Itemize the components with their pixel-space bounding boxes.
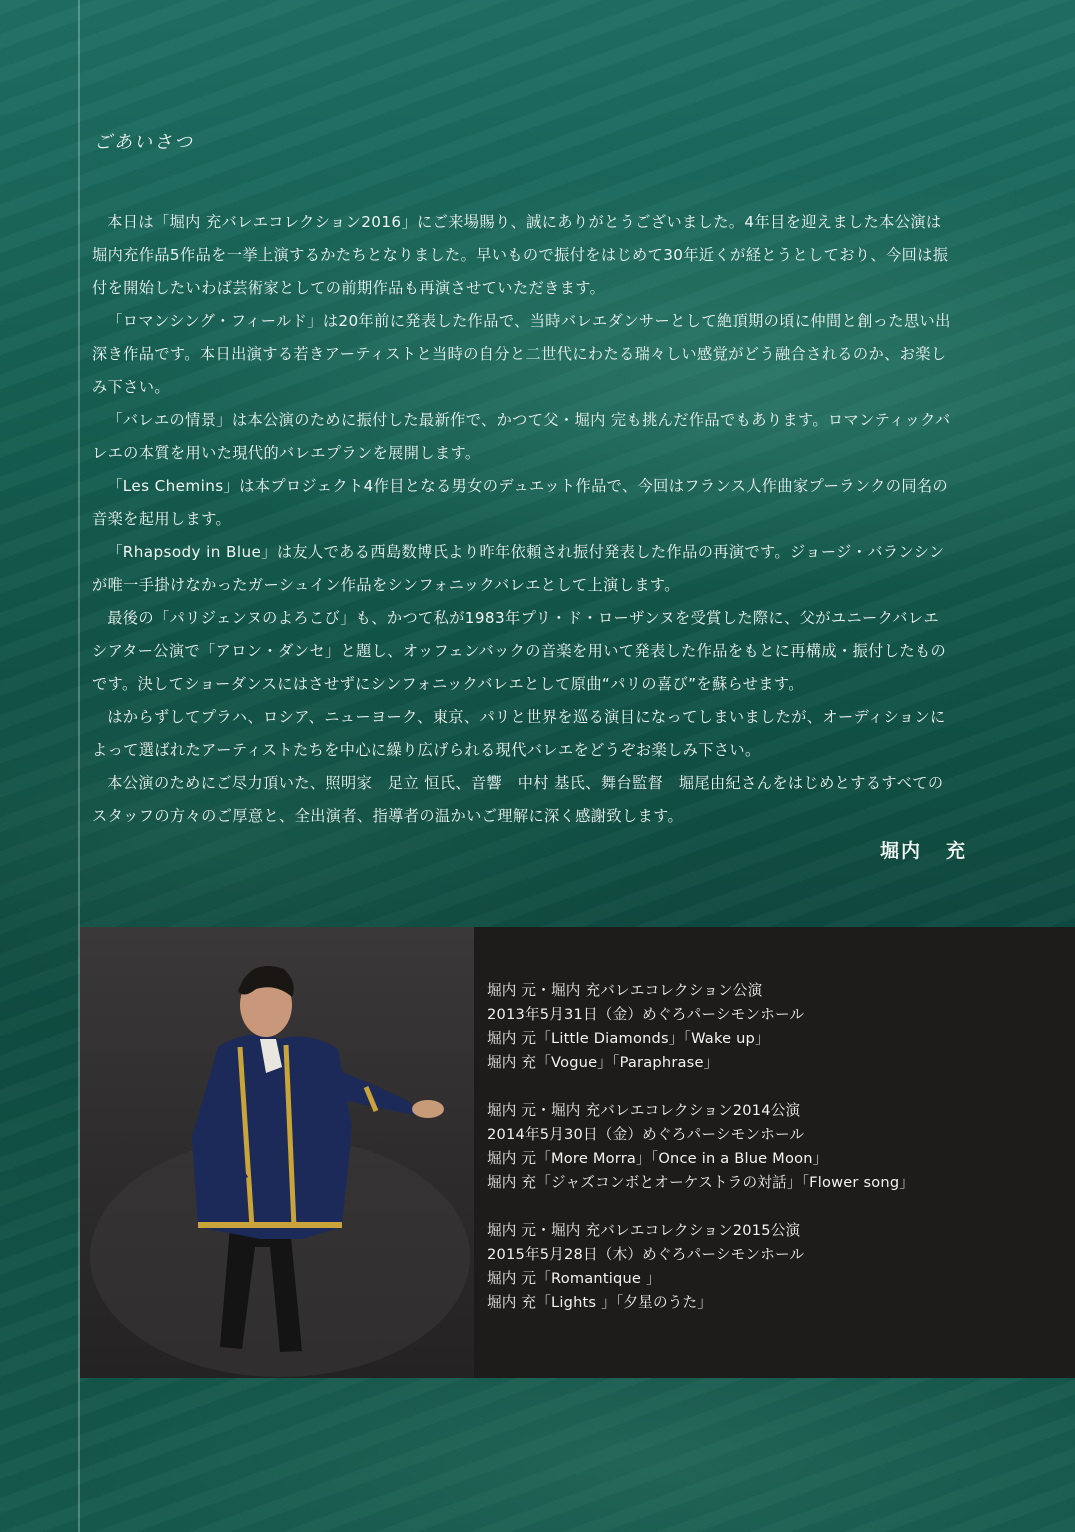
performance-title: 堀内 元・堀内 充バレエコレクション2015公演 <box>487 1222 801 1239</box>
greeting-paragraph: 最後の「パリジェンヌのよろこび」も、かつて私が1983年プリ・ド・ローザンヌを受賞した際に、父がユニークバレエシアター公演で「アロン・ダンセ」と題し、オッフェンバックの音楽を用いて発表した作品をもとに再構成・振付したものです。決してショーダンスにはさせずにシンフォニックバレエとして原曲“パリの喜び”を蘇らせます。 <box>92 609 947 693</box>
signature <box>880 836 967 863</box>
greeting-heading: ごあいさつ <box>94 132 194 153</box>
greeting-paragraph: 「Les Chemins」は本プロジェクト4作目となる男女のデュエット作品で、今回はフランス人作曲家プーランクの同名の音楽を起用します。 <box>92 477 949 528</box>
greeting-paragraph: 「バレエの情景」は本公演のために振付した最新作で、かつて父・堀内 完も挑んだ作品でもあります。ロマンティックバレエの本質を用いた現代的バレエプランを展開します。 <box>92 411 951 462</box>
performance-works-gen: 堀内 元「Little Diamonds」「Wake up」 <box>487 1030 770 1047</box>
performance-entry-2013 <box>487 979 914 1075</box>
greeting-paragraph: 本日は「堀内 充バレエコレクション2016」にご来場賜り、誠にありがとうございました。4年目を迎えました本公演は堀内充作品5作品を一挙上演するかたちとなりました。早いもので振付をはじめて30年近くが経とうとしており、今回は振付を開始したいわば芸術家としての前期作品も再演させていただきます。 <box>92 213 949 297</box>
performance-entry-2015 <box>487 1219 914 1315</box>
performance-history-band <box>80 927 1075 1378</box>
performance-works-mitsuru: 堀内 充「Vogue」「Paraphrase」 <box>487 1054 719 1071</box>
greeting-section <box>92 128 954 833</box>
performance-date-venue: 2013年5月31日（金）めぐろパーシモンホール <box>487 1006 805 1023</box>
dancer-illustration <box>80 927 474 1378</box>
signature-given-name: 充 <box>946 840 968 862</box>
performance-history <box>487 979 914 1339</box>
performance-works-gen: 堀内 元「Romantique 」 <box>487 1270 661 1287</box>
greeting-paragraph: はからずしてプラハ、ロシア、ニューヨーク、東京、パリと世界を巡る演目になってしまいましたが、オーディションによって選ばれたアーティストたちを中心に繰り広げられる現代バレエをどうぞお楽しみ下さい。 <box>92 708 946 759</box>
performance-date-venue: 2014年5月30日（金）めぐろパーシモンホール <box>487 1126 805 1143</box>
greeting-paragraph: 「Rhapsody in Blue」は友人である西島数博氏より昨年依頼され振付発表した作品の再演です。ジョージ・バランシンが唯一手掛けなかったガーシュイン作品をシンフォニックバレエとして上演します。 <box>92 543 945 594</box>
performance-date-venue: 2015年5月28日（木）めぐろパーシモンホール <box>487 1246 805 1263</box>
dancer-photo <box>80 927 474 1378</box>
performance-works-mitsuru: 堀内 充「ジャズコンボとオーケストラの対話」「Flower song」 <box>487 1174 915 1191</box>
performance-works-gen: 堀内 元「More Morra」「Once in a Blue Moon」 <box>487 1150 828 1167</box>
performance-title: 堀内 元・堀内 充バレエコレクション2014公演 <box>487 1102 801 1119</box>
performance-entry-2014 <box>487 1099 914 1195</box>
signature-family-name: 堀内 <box>880 840 923 862</box>
performance-works-mitsuru: 堀内 充「Lights 」「夕星のうた」 <box>487 1294 713 1311</box>
greeting-paragraph: 本公演のためにご尽力頂いた、照明家 足立 恒氏、音響 中村 基氏、舞台監督 堀尾由紀さんをはじめとするすべてのスタッフの方々のご厚意と、全出演者、指導者の温かいご理解に深く感謝致します。 <box>92 774 944 825</box>
performance-title: 堀内 元・堀内 充バレエコレクション公演 <box>487 982 763 999</box>
greeting-paragraph: 「ロマンシング・フィールド」は20年前に発表した作品で、当時バレエダンサーとして絶頂期の頃に仲間と創った思い出深き作品です。本日出演する若きアーティストと当時の自分と二世代にわたる瑞々しい感覚がどう融合されるのか、お楽しみ下さい。 <box>92 312 951 396</box>
